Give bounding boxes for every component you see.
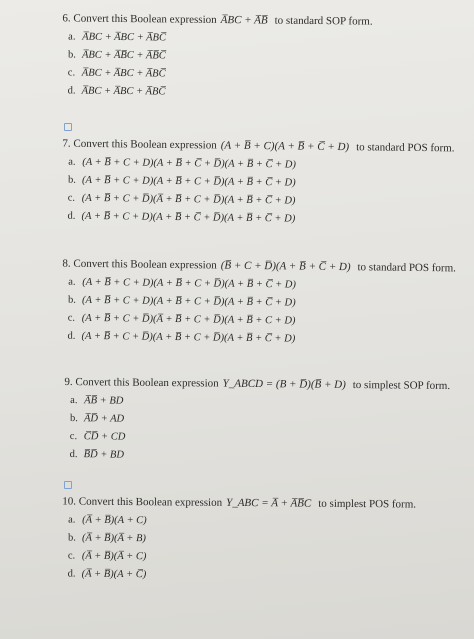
option-value: B̅D̅ + BD bbox=[83, 449, 125, 461]
question-tail: to standard POS form. bbox=[356, 141, 455, 155]
question-10 bbox=[62, 495, 416, 583]
question-expression: Y_ABC = A̅ + A̅B̅C bbox=[226, 496, 312, 510]
answer-option-a[interactable] bbox=[68, 156, 454, 174]
option-value: A̅BC + A̅BC + A̅BC̅ bbox=[81, 67, 166, 80]
option-label: d. bbox=[67, 568, 76, 580]
question-tail: to simplest POS form. bbox=[318, 497, 417, 511]
question-10-prompt bbox=[62, 495, 416, 511]
flag-checkbox-icon[interactable] bbox=[64, 123, 72, 131]
option-label: b. bbox=[67, 49, 76, 61]
option-label: c. bbox=[67, 67, 76, 79]
question-text: Convert this Boolean expression bbox=[73, 12, 217, 26]
question-expression: Y_ABCD = (B + D̅)(B̅ + D) bbox=[222, 377, 346, 391]
question-number: 10. bbox=[62, 495, 77, 508]
option-label: c. bbox=[67, 550, 76, 562]
answer-option-d[interactable] bbox=[67, 210, 453, 228]
option-value: (A + B̅ + C + D)(A + B̅ + C + D̅)(A + B̅ + C̅ + D) bbox=[82, 276, 296, 291]
option-value: (A̅ + B̅)(A + C̅) bbox=[81, 568, 147, 581]
option-label: c. bbox=[67, 192, 76, 204]
option-label: a. bbox=[68, 156, 76, 168]
answer-option-b[interactable] bbox=[68, 532, 416, 548]
answer-option-b[interactable] bbox=[68, 48, 372, 64]
question-number: 8. bbox=[62, 257, 71, 270]
option-value: A̅BC + A̅B̅C + A̅B̅C̅ bbox=[81, 49, 166, 62]
question-text: Convert this Boolean expression bbox=[78, 495, 223, 509]
option-value: (A + B̅ + C + D)(A + B̅ + C + D̅)(A + B̅ + C̅ + D) bbox=[81, 174, 296, 189]
question-8-prompt bbox=[62, 258, 456, 276]
option-label: a. bbox=[68, 31, 76, 43]
question-9-prompt bbox=[64, 376, 450, 393]
answer-option-a[interactable] bbox=[68, 30, 372, 46]
option-value: (A + B̅ + C + D)(A + B̅ + C + D̅)(A + B̅ + C̅ + D) bbox=[81, 294, 296, 309]
question-text: Convert this Boolean expression bbox=[73, 137, 217, 152]
question-number: 7. bbox=[62, 137, 71, 150]
answer-option-d[interactable] bbox=[68, 568, 416, 584]
flag-checkbox-icon[interactable] bbox=[64, 481, 72, 489]
question-tail: to standard POS form. bbox=[357, 261, 456, 275]
answer-option-a[interactable] bbox=[68, 276, 456, 294]
option-value: A̅D̅ + AD bbox=[83, 413, 125, 425]
question-tail: to standard SOP form. bbox=[274, 14, 373, 28]
answer-option-b[interactable] bbox=[70, 412, 450, 429]
question-expression: (A + B̅ + C)(A + B̅ + C̅ + D) bbox=[220, 139, 350, 154]
question-number: 9. bbox=[64, 375, 73, 389]
option-label: d. bbox=[69, 449, 78, 461]
question-7 bbox=[61, 138, 454, 228]
option-value: A̅B̅ + BD bbox=[84, 395, 124, 407]
question-expression: (B̅ + C + D̅)(A + B̅ + C̅ + D) bbox=[220, 259, 351, 274]
question-8 bbox=[61, 258, 455, 348]
answer-option-b[interactable] bbox=[68, 174, 454, 192]
question-number: 6. bbox=[62, 12, 71, 25]
question-text: Convert this Boolean expression bbox=[73, 257, 217, 272]
question-7-prompt bbox=[62, 138, 454, 156]
option-value: A̅BC + A̅BC + A̅BC̅ bbox=[82, 31, 167, 44]
option-value: (A + B̅ + C + D)(A + B̅ + C̅ + D̅)(A + B̅ + C̅ + D) bbox=[81, 210, 296, 225]
option-label: d. bbox=[67, 210, 76, 222]
question-expression: A̅BC + A̅B̅ bbox=[220, 14, 268, 27]
option-value: C̅D̅ + CD bbox=[83, 431, 126, 443]
question-6-prompt bbox=[62, 12, 372, 28]
option-value: (A + B̅ + C + D̅)(A + B̅ + C + D̅)(A + B̅ + C̅ + D) bbox=[81, 330, 296, 345]
option-label: b. bbox=[67, 294, 76, 306]
option-value: (A̅ + B̅)(A̅ + C) bbox=[81, 550, 147, 563]
question-9 bbox=[64, 376, 451, 465]
question-tail: to simplest SOP form. bbox=[352, 379, 451, 393]
question-6 bbox=[62, 12, 373, 100]
answer-option-d[interactable] bbox=[68, 84, 372, 100]
answer-option-b[interactable] bbox=[68, 294, 456, 312]
question-text: Convert this Boolean expression bbox=[75, 376, 219, 390]
answer-option-c[interactable] bbox=[68, 192, 454, 210]
answer-option-c[interactable] bbox=[68, 312, 456, 330]
answer-option-c[interactable] bbox=[68, 550, 416, 566]
option-label: a. bbox=[68, 276, 76, 288]
option-value: (A + B̅ + C + D̅)(A̅ + B̅ + C + D̅)(A + B̅ + C̅ + D) bbox=[81, 192, 296, 207]
option-label: d. bbox=[67, 85, 76, 97]
option-label: b. bbox=[67, 174, 76, 186]
answer-option-d[interactable] bbox=[70, 448, 450, 465]
answer-option-a[interactable] bbox=[68, 514, 416, 530]
option-value: A̅BC + A̅BC + A̅BC̅ bbox=[81, 85, 166, 98]
answer-option-a[interactable] bbox=[70, 394, 450, 411]
option-label: a. bbox=[68, 514, 76, 526]
option-label: b. bbox=[67, 532, 76, 544]
answer-option-d[interactable] bbox=[67, 330, 455, 348]
option-value: (A̅ + B̅)(A̅ + B) bbox=[81, 532, 146, 545]
option-label: a. bbox=[70, 395, 78, 407]
option-value: (A + B̅ + C + D)(A + B̅ + C̅ + D̅)(A + B̅ + C̅ + D) bbox=[82, 156, 296, 171]
answer-option-c[interactable] bbox=[68, 66, 372, 82]
answer-option-c[interactable] bbox=[70, 430, 450, 447]
option-label: b. bbox=[69, 413, 78, 425]
option-label: c. bbox=[67, 312, 76, 324]
option-label: d. bbox=[67, 330, 76, 342]
option-label: c. bbox=[69, 431, 78, 443]
option-value: (A̅ + B̅)(A + C) bbox=[82, 514, 147, 527]
option-value: (A + B̅ + C + D̅)(A̅ + B̅ + C + D̅)(A + B̅ + C + D) bbox=[81, 312, 296, 327]
